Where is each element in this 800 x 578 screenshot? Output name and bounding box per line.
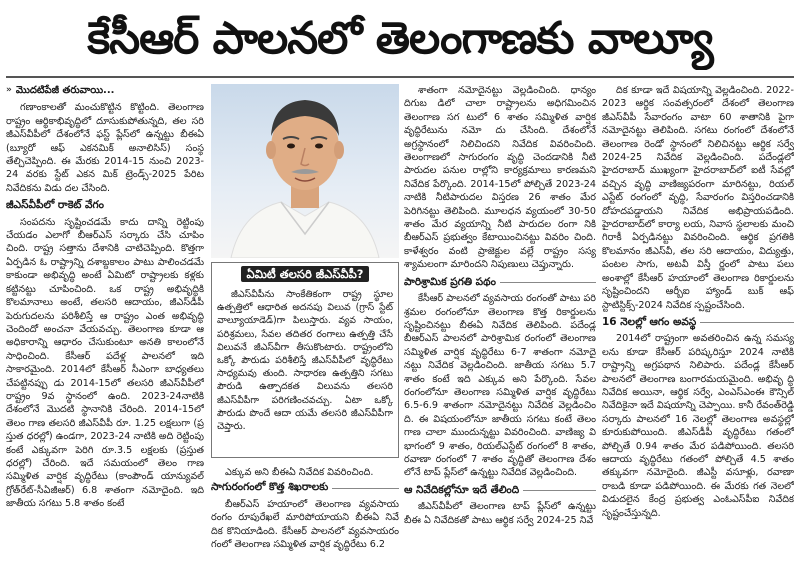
portrait-illustration [211, 84, 399, 258]
paragraph: దిక కూడా ఇదే విషయాన్ని వెల్లడించింది. 2022-2023 ఆర్థిక సంవత్సరంలో దేశంలో తెలంగాణ జీఎస్‌వీపీ సేవారంగం వాటా 60 శాతానికి పైగా నమోదైనట్టు తెలిపింది. సగటు రంగంలో దేశంలోనే తెలంగాణ రెండో స్థానంలో నిలిచినట్టు ఆర్థిక సర్వే 2024-25 నివేదిక వెల్లడించింది. పదేండ్లలో హైదరాబాద్ ముఖ్యంగా హైదరాబాద్‌లో ఐటీ సేవల్లో వచ్చిన వృద్ధి వాణిజ్యపరంగా మారినట్టు, రియల్ ఎస్టేట్ రంగంలో వృద్ధి, సేవారంగం విస్తరించడానికి దోహదపడ్డాయని నివేదిక అభిప్రాయపడింది. హైదరాబాద్‌లో కార్యా లయ, నివాస స్థలాలకు మంచి గిరాకీ ఏర్పడినట్టు వివరించింది. ఆర్థిక ప్రగతికి కొలమానం జీఎస్‌వీ, తల సరి ఆదాయం, విద్యుత్తు, పంటల సాగు, అటవీ విస్తీ ర్ణంలో పాటు పలు అంశాల్లో కేసీఆర్ హయాంలో తెలంగాణ రికార్డులను సృష్టించిందని ఆర్బీఐ హ్యాండ్ బుక్ ఆఫ్ స్టాటిస్టిక్స్-2024 నివేదిక స్పష్టంచేసింది. [602, 85, 794, 311]
paragraph: శాతంగా నమోదైనట్టు వెల్లడించింది. ధాన్యం దిగుబ డిలో చాలా రాష్ట్రాలను అధిగమించిన తెలంగాణ సగ టులో 6 శాతం సమ్మిళిత వార్షిక వృద్ధిరేటును నమో దు చేసింది. దేశంలోనే అగ్రస్థానంలో నిలిచిందని నివేదిక వివరించింది. తెలంగాణలో సాగురంగం వృద్ధి చెందడానికి నీటి పారుదల పనుల రాల్లోని కార్యక్రమాలు కారణమని నివేదిక పేర్కొంది. 2014-15లో పోల్చితే 2023-24 నాటికి నీటిపారుదల విస్తరణ 26 శాతం మేర పెరిగినట్టు తెలిపింది. మూలధన వ్యయంలో 30-50 శాతం మేర వ్యయాన్ని నీటి పారుదల రంగా నికి బీఆర్ఎస్ ప్రభుత్వం కేటాయించినట్టు వివరిం చింది. కాళేశ్వరం వంటి ప్రాజెక్టుల వల్లే రాష్ట్రం సస్య శ్యామలంగా మారిందని నిపుణులు చెప్తున్నారు. [404, 85, 596, 271]
subheading-text: జీఎస్‌వీపీలో రాకెట్ వేగం [6, 199, 104, 212]
paragraph: ఎక్కువ అని బీఈఏ నివేదిక వివరించింది. [225, 467, 374, 478]
column-4 [602, 84, 794, 574]
subheading-text: పారిశ్రామిక ప్రగతి పథం [404, 275, 496, 288]
subheading-rule [332, 488, 399, 489]
headline-rule [6, 76, 794, 78]
info-box-text: జీఎస్‌వీపీను సాంకేతికంగా రాష్ట్ర స్థూల ఉత్పత్తిలో ఆధారిత అదనపు విలువ (గ్రాస్ స్టేట్ వాల్యూయాడెడ్)గా పిలుస్తారు. వ్యవ సాయం, పరిశ్రమలు, సేవల తదితర రంగాలు ఉత్పత్తి చేసే విలువనే జీఎస్‌వీగా తీసుకొంటారు. రాష్ట్రంలోని ఒక్కో పౌరుడు పరిశీలిస్తే జీఎస్‌వీపీలో వృద్ధిరేటు సాధ్యమవు తుంది. సాధారణ ఉత్పత్తిని సగటు పౌరుడి ఉత్పాదకత విలువను తలసరి జీఎస్‌వీపీగా పరిగణించవచ్చు. ఏటా ఒక్కో పౌరుడు పొందే ఆదా యమే తలసరి జీఎస్‌వీపీగా చెప్తారు. [217, 289, 393, 433]
continued-kicker [6, 84, 204, 97]
subheading-rule [500, 282, 596, 283]
paragraph: గణాంకాలతో మంచుకొట్టిన కొట్టింది. తెలంగాణ రాష్ట్రం ఆర్థికాభివృద్ధిలో దూసుకుపోతున్నది, తల సరి జీఎస్‌వీపీలో దేశంలోనే ఫస్ట్ ప్లేస్‌లో ఉన్నట్టు బీఈఏ (బ్యూరో ఆఫ్ ఎకనమిక్ అనాలిసిస్) సంస్థ తేల్చిచెప్పింది. ఈ మేరకు 2014-15 నుంచి 2023-24 వరకు స్టేట్ ఎకన మిక్ ట్రెండ్స్-2025 పేరిట నివేదికను విడు దల చేసింది. [6, 102, 204, 194]
subheading [404, 276, 596, 289]
info-box-title-text: ఏమిటీ తలసరి జీఎస్‌వీపీ? [241, 266, 370, 282]
subheading [6, 199, 204, 212]
subheading [211, 481, 399, 494]
paragraph: కేసీఆర్ పాలనలో వ్యవసాయ రంగంతో పాటు పరి శ్రమల రంగంలోనూ తెలంగాణ కొత్త రికార్డులను సృష్టించినట్టు బీఈఏ నివేదిక తెలిపింది. పదేండ్ల బీఆర్ఎస్ పాలనలో పారిశ్రామిక రంగంలో తెలంగాణ సమ్మిళిత వార్షిక వృద్ధిరేటు 6-7 శాతంగా నమోదై నట్టు నివేదిక వెల్లడించింది. జాతీయ సగటు 5.7 శాతం కంటే ఇది ఎక్కువ అని పేర్కొంది. సేవల రంగంలోనూ తెలంగాణ సమ్మిళిత వార్షిక వృద్ధిరేటు 6.5-6.9 శాతంగా నమోదైనట్టు నివేదిక వెల్లడించిం ది. ఈ విషయంలోనూ జాతీయ సగటు కంటే తెలం గాణ చాలా ముందున్నట్టు వివరించింది. వాణిజ్య వి భాగంలో 9 శాతం, రియల్ఎస్టేట్ రంగంలో 8 శాతం, రవాణా రంగంలో 7 శాతం వృద్ధితో తెలంగాణ దేశం లోనే టాప్ ప్లేస్‌లో ఉన్నట్టు నివేదిక వెల్లడించింది. [404, 293, 596, 479]
double-chevron-icon: » [6, 85, 12, 95]
headline: కేసీఆర్ పాలనలో తెలంగాణకు వాల్యూ [87, 13, 713, 64]
subheading-text: సాగురంగంలో కొత్త శిఖరాలకు [211, 481, 329, 494]
info-box-title [217, 267, 393, 284]
paragraph: జీఎస్‌వీపీలో తెలంగాణ టాప్ ప్లేస్‌లో ఉన్నట్టు బీఈ ఏ నివేదికతో పాటు ఆర్థిక సర్వే 2024-25 నివే [404, 501, 596, 526]
subheading [404, 484, 596, 497]
subheading [602, 316, 794, 329]
column-2 [211, 466, 399, 576]
subheading-text: ఆ నివేదికల్లోనూ ఇదే తేలింది [404, 483, 520, 496]
info-box [211, 262, 399, 458]
column-1 [6, 84, 204, 574]
paragraph: సంపదను సృష్టించడమే కాదు దాన్ని రెట్టింపు చేయడం ఎలాగో బీఆర్ఎస్ సర్కారు చేసి చూపిం చింది. రాష్ట్ర సత్తాను దేశానికి చాటిచెప్పింది. కొత్తగా ఏర్పడిన ఓ రాష్ట్రాన్ని దశాబ్దకాలం పాటు పాలించడమే కాకుండా అభివృద్ధి అంటే ఏమిటో రాష్ట్రాలకు కళ్లకు కట్టినట్టు చూపించింది. ఒక రాష్ట్ర అభివృద్ధికి కొలమానాలు అంటే, తలసరి ఆదాయం, జీఎస్‌డీపీ పెరుగుదలను పరిశీలిస్తే ఆ రాష్ట్రం ఎంత అభివృద్ధి చెందిందో అంచనా వేయవచ్చు. తెలంగాణ కూడా ఆ అధికారాన్ని ఆధారం చేసుకుంటూ అనతి కాలంలోనే సాధించింది. కేసీఆర్ పదేళ్ల పాలనలో ఇది సాకారమైంది. 2014లో కేసీఆర్ సీఎంగా బాధ్యతలు చేపట్టినప్పు డు 2014-15లో తలసరి జీఎస్‌వీపీలో రాష్ట్రం 9వ స్థానంలో ఉంది. 2023-24నాటికి దేశంలోనే మొదటి స్థానానికి చేరింది. 2014-15లో తెలం గాణ తలసరి జీఎస్‌వీపీ రూ. 1.25 లక్షలుగా (ప్ర స్తుత ధరల్లో) ఉండగా, 2023-24 నాటికి అది రెట్టింపు కంటే ఎక్కువగా పెరిగి రూ.3.5 లక్షలకు (ప్రస్తుత ధరల్లో) చేరింది. ఇదే సమయంలో తెలం గాణ సమ్మిళిత వార్షిక వృద్ధిరేటు (కాంపౌండ్ యాన్యువల్ గ్రోత్‌రేట్-సీఏజీఆర్) 6.8 శాతంగా నమోదైంది. ఇది జాతీయ సగటు 5.8 శాతం కంటే [6, 216, 204, 510]
subheading-rule [523, 490, 596, 491]
subheading-text: 16 నెలల్లో ఆగం అవస్థ [602, 315, 697, 328]
kicker-text: మొదటిపేజీ తరువాయి... [15, 85, 115, 96]
kcr-photo [211, 84, 399, 258]
subheading-rule [700, 322, 794, 323]
column-3 [404, 84, 596, 574]
paragraph: బీఆర్ఎస్ హయాంలో తెలంగాణ వ్యవసాయ రంగం రూపురేఖలే మారిపోయాయని బీఈఏ నివే దిక కొనియాడింది. కేసీఆర్ పాలనలో వ్యవసాయరం గంలో తెలంగాణ సమ్మిళిత వార్షిక వృద్ధిరేటు 6.2 [211, 498, 399, 551]
paragraph: 2014లో రాష్ట్రంగా అవతరించిన ఉన్న సమస్య లను కూడా కేసీఆర్ పరిష్కరిస్తూ 2024 నాటికి రాష్ట్రాన్ని అగ్రపథాన నిలిపారు. పదేండ్ల కేసీఆర్ పాలనలో తెలంగాణ బంగారమయమైంది. అభివృ ద్ధి నివేదిక అయినా, ఆర్థిక సర్వే, ఎంఎస్ఎంఈ కౌన్సిల్ నివేదికైనా ఇదే విషయాన్ని చెప్పాయి. కానీ రేవంత్‌రెడ్డి సర్కారు పాలనలో 16 నెలల్లో తెలంగాణ అవస్థల్లో కూరుకుపోయింది. జీఎస్‌డీపీ వృద్ధిరేటు గతంలో పోల్చితే 0.94 శాతం మేర పడిపోయింది. తలసరి ఆదాయ వృద్ధిరేటు గతంలో పోల్చితే 4.5 శాతం తక్కువగా నమోదైంది. జీఎస్టీ వసూళ్లు, రవాణా రాబడి కూడా పడిపోయింది. ఈ మేరకు గత నెలలో విడుదలైన కేంద్ర ప్రభుత్వ ఎంఓఎస్‌పీఐ నివేదిక సృష్టంచేస్తున్నది. [602, 333, 794, 519]
